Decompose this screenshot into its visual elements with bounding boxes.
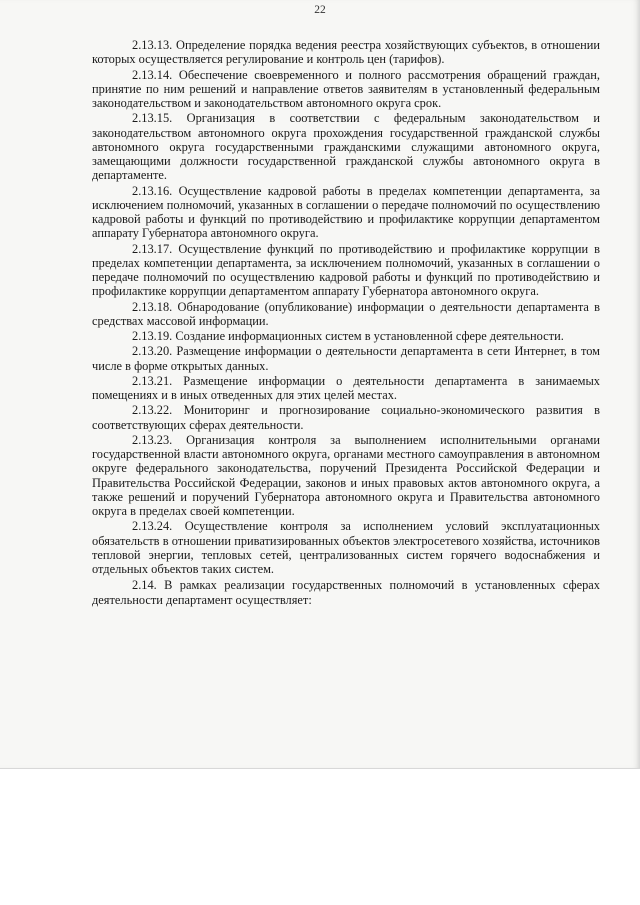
paragraph-2-13-24: 2.13.24. Осуществление контроля за исполнением условий эксплуатационных обязательств в отношении приватизированных объектов электросетевого хозяйства, источников тепловой энергии, тепловых сетей, централизованных систем горячего водоснабжения и отдельных объектов таких систем. [92,519,600,576]
blank-background [0,769,640,905]
paragraph-2-13-16: 2.13.16. Осуществление кадровой работы в пределах компетенции департамента, за исключением полномочий, указанных в соглашении о передаче полномочий по осуществлению кадровой работы и функций по противодействию и профилактике коррупции департаментом аппарату Губернатора автономного округа. [92,183,600,241]
paragraph-2-13-21: 2.13.21. Размещение информации о деятельности департамента в занимаемых помещениях и в иных отведенных для этих целей местах. [92,373,600,402]
paragraph-2-13-13: 2.13.13. Определение порядка ведения реестра хозяйствующих субъектов, в отношении которых осуществляется регулирование и контроль цен (тарифов). [92,38,600,67]
paragraph-2-13-14: 2.13.14. Обеспечение своевременного и полного рассмотрения обращений граждан, принятие по ним решений и направление ответов заявителям в установленный федеральным законодательством и законодательством автономного округа срок. [92,67,600,110]
paragraph-2-14: 2.14. В рамках реализации государственных полномочий в установленных сферах деятельности департамент осуществляет: [92,578,600,607]
document-body [92,38,600,608]
paragraph-2-13-23: 2.13.23. Организация контроля за выполнением исполнительными органами государственной власти автономного округа, органами местного самоуправления в автономном округе федерального законодательства, поручений Президента Российской Федерации и Правительства Российской Федерации, законов и иных правовых актов автономного округа, а также решений и поручений Губернатора автономного округа и Правительства автономного округа в пределах своей компетенции. [92,432,600,518]
paragraph-2-13-18: 2.13.18. Обнародование (опубликование) информации о деятельности департамента в средствах массовой информации. [92,299,600,328]
paragraph-2-13-19: 2.13.19. Создание информационных систем в установленной сфере деятельности. [132,329,564,343]
paragraph-2-13-22: 2.13.22. Мониторинг и прогнозирование социально-экономического развития в соответствующих сферах деятельности. [92,403,600,432]
paragraph-2-13-20: 2.13.20. Размещение информации о деятельности департамента в сети Интернет, в том числе в форме открытых данных. [92,344,600,373]
page-number: 22 [314,4,326,16]
paragraph-2-13-15: 2.13.15. Организация в соответствии с федеральным законодательством и законодательством автономного округа прохождения государственной гражданской службы автономного округа государственными гражданскими служащими автономного округа, замещающими должности государственной гражданской службы автономного округа в департаменте. [92,111,600,183]
paragraph-2-13-17: 2.13.17. Осуществление функций по противодействию и профилактике коррупции в пределах компетенции департамента, за исключением полномочий, указанных в соглашении о передаче полномочий по осуществлению кадровой работы и функций по противодействию и профилактике коррупции департаментом аппарату Губернатора автономного округа. [92,241,600,299]
